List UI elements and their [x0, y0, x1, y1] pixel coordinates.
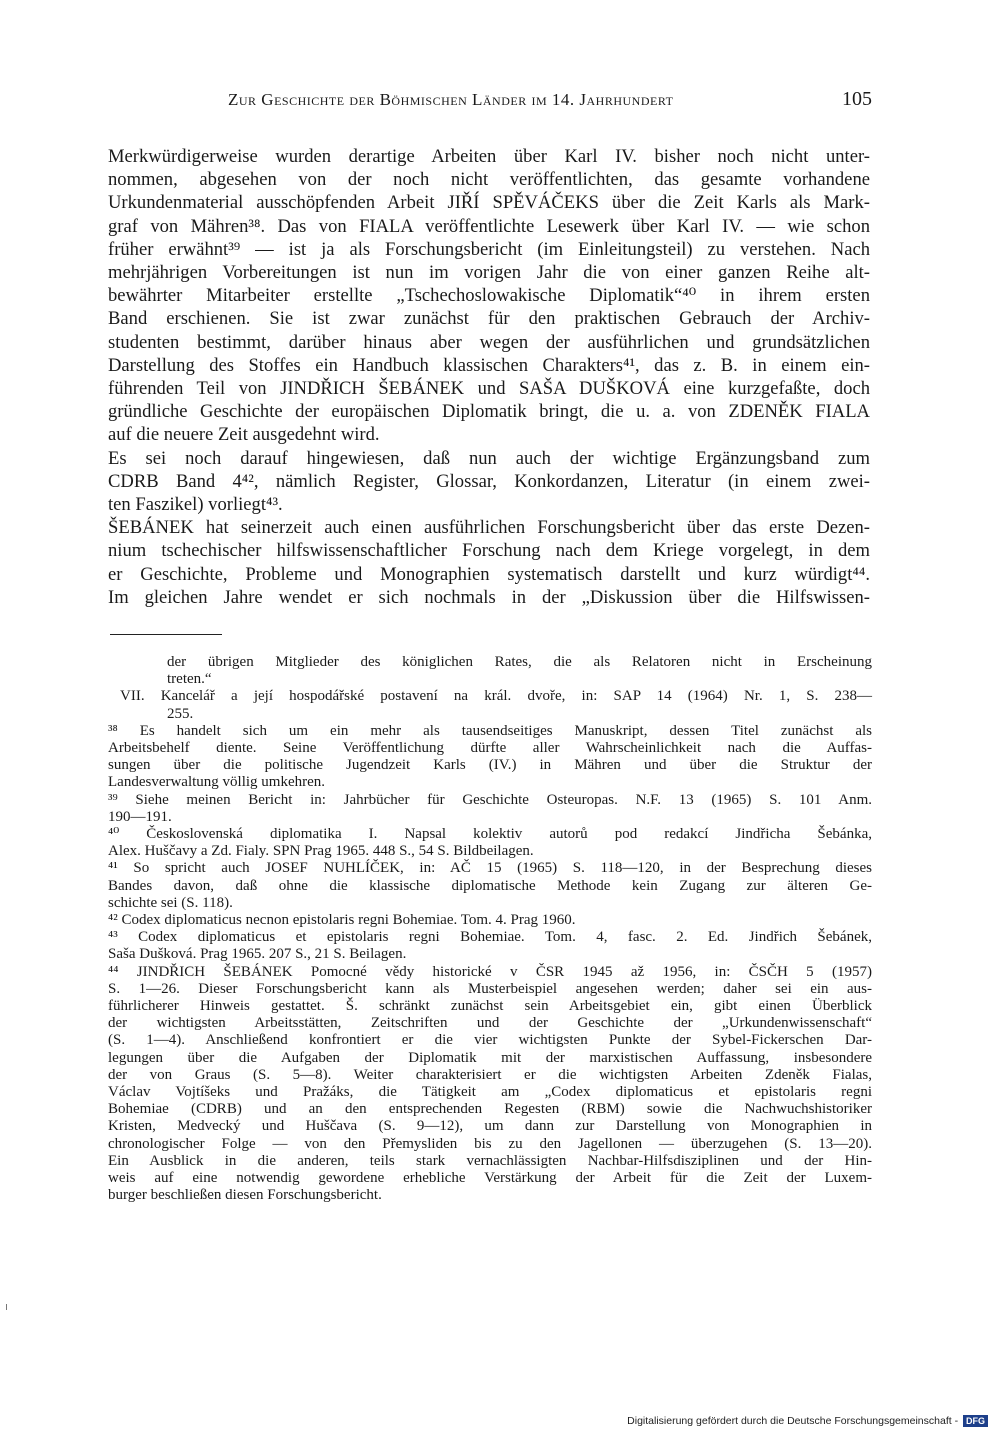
footnote-line: ⁴¹ So spricht auch JOSEF NUHLÍČEK, in: AČ 15 (1965) S. 118—120, in der Besprechung dieses: [108, 860, 872, 877]
footnote-line: ³⁸ Es handelt sich um ein mehr als tausendseitiges Manuskript, dessen Titel zunächst als: [108, 722, 872, 739]
footnote-line: Ein Ausblick in die anderen, teils stark vernachlässigten Nachbar-Hilfsdisziplinen und der Hin-: [108, 1152, 872, 1169]
text-line: ŠEBÁNEK hat seinerzeit auch einen ausführlichen Forschungsbericht über das erste Dezen-: [108, 517, 870, 539]
footnote-line: chronologischer Folge — von den Přemysliden bis zu den Jagellonen — überzugehen (S. 13—20).: [108, 1135, 872, 1152]
text-line: nium tschechischer hilfswissenschaftlicher Forschung nach dem Kriege vorgelegt, in dem: [108, 540, 870, 562]
footnote-line: S. 1—26. Dieser Forschungsbericht kann als Musterbeispiel angesehen werden; daher sei ein aus-: [108, 980, 872, 997]
digitization-footer: [627, 1415, 988, 1427]
text-line: führenden Teil von JINDŘICH ŠEBÁNEK und SAŠA DUŠKOVÁ eine kurzgefaßte, doch: [108, 378, 870, 400]
text-line: graf von Mähren³⁸. Das von FIALA veröffentlichte Lesewerk über Karl IV. — wie schon: [108, 215, 870, 237]
footnote-separator: [110, 634, 222, 635]
running-header: [108, 88, 872, 118]
text-line: Im gleichen Jahre wendet er sich nochmals in der „Diskussion über die Hilfswissen-: [108, 586, 870, 608]
footnote-line: schichte sei (S. 118).: [108, 894, 233, 911]
text-line: Band erschienen. Sie ist zwar zunächst für den praktischen Gebrauch der Archiv-: [108, 308, 870, 330]
text-line: gründliche Geschichte der europäischen Diplomatik bringt, die u. a. von ZDENĚK FIALA: [108, 401, 870, 423]
running-title: Zur Geschichte der Böhmischen Länder im 14. Jahrhundert: [228, 90, 674, 109]
footnote-line: sungen über die politische Jugendzeit Karls (IV.) in Mähren und über die Struktur der: [108, 757, 872, 774]
footnote-line: Arbeitsbehelf diente. Seine Veröffentlichung dürfte aller Wahrscheinlichkeit nach die Auffas-: [108, 740, 872, 757]
footnote-line: Václav Vojtíšeks und Pražáks, die Tätigkeit am „Codex diplomaticus et epistolaris regni: [108, 1084, 872, 1101]
footnote-line: legungen über die Aufgaben der Diplomatik mit der marxistischen Auffassung, insbesondere: [108, 1049, 872, 1066]
footnote-line: Kristen, Medvecký und Huščava (S. 9—12), um dann zur Darstellung von Monographien in: [108, 1118, 872, 1135]
footnote-line: Alex. Huščavy a Zd. Fialy. SPN Prag 1965. 448 S., 54 S. Bildbeilagen.: [108, 843, 534, 860]
page-number: 105: [842, 88, 872, 110]
footnote-line: ⁴³ Codex diplomaticus et epistolaris regni Bohemiae. Tom. 4, fasc. 2. Ed. Jindřich Šebánek,: [108, 929, 872, 946]
footnote-line: Saša Dušková. Prag 1965. 207 S., 21 S. Beilagen.: [108, 946, 407, 963]
footnote-line: ⁴⁴ JINDŘICH ŠEBÁNEK Pomocné vědy historické v ČSR 1945 až 1956, in: ČSČH 5 (1957): [108, 963, 872, 980]
footnote-line: der wichtigsten Arbeitsstätten, Zeitschriften und der Geschichte der „Urkundenwissenschaft“: [108, 1015, 872, 1032]
footnote-line: VII. Kancelář a její hospodářské postavení na král. dvoře, in: SAP 14 (1964) Nr. 1, S. 238—: [120, 688, 872, 705]
footnote-line: burger beschließen diesen Forschungsbericht.: [108, 1187, 382, 1204]
text-line: bewährter Mitarbeiter erstellte „Tschechoslowakische Diplomatik“⁴⁰ in ihrem ersten: [108, 285, 870, 307]
footer-text: Digitalisierung gefördert durch die Deutsche Forschungsgemeinschaft -: [627, 1415, 959, 1427]
footnote-line: (S. 1—4). Anschließend konfrontiert er die vier wichtigsten Punkte der Sybel-Fickerschen Dar-: [108, 1032, 872, 1049]
footnote-line: Bandes davon, daß ohne die klassische diplomatische Methode kein Zugang zur älteren Ge-: [108, 877, 872, 894]
text-line: auf die neuere Zeit ausgedehnt wird.: [108, 424, 380, 446]
dfg-logo-icon: DFG: [963, 1415, 988, 1427]
footnote-line: weis auf eine notwendig gewordene erhebliche Verstärkung der Arbeit für die Zeit der Luxem-: [108, 1170, 872, 1187]
text-line: ten Faszikel) vorliegt⁴³.: [108, 494, 283, 516]
footnote-line: der von Graus (S. 5—8). Weiter charakterisiert er die wichtigsten Arbeiten Zdeněk Fialas,: [108, 1066, 872, 1083]
footnote-line: Landesverwaltung völlig umkehren.: [108, 774, 326, 791]
text-line: früher erwähnt³⁹ — ist ja als Forschungsbericht (im Einleitungsteil) zu verstehen. Nach: [108, 238, 870, 260]
footnote-line: ⁴² Codex diplomaticus necnon epistolaris regni Bohemiae. Tom. 4. Prag 1960.: [108, 912, 576, 929]
main-text: [108, 145, 870, 609]
scan-speck: [6, 1304, 7, 1310]
text-line: CDRB Band 4⁴², nämlich Register, Glossar, Konkordanzen, Literatur (in einem zwei-: [108, 470, 870, 492]
footnote-line: ⁴⁰ Československá diplomatika I. Napsal kolektiv autorů pod redakcí Jindřicha Šebánka,: [108, 826, 872, 843]
text-line: er Geschichte, Probleme und Monographien systematisch darstellt und kurz würdigt⁴⁴.: [108, 563, 870, 585]
text-line: Es sei noch darauf hingewiesen, daß nun auch der wichtige Ergänzungsband zum: [108, 447, 870, 469]
footnote-line: ³⁹ Siehe meinen Bericht in: Jahrbücher für Geschichte Osteuropas. N.F. 13 (1965) S. 101 Anm.: [108, 791, 872, 808]
footnotes: [108, 654, 872, 1205]
footnote-line: 255.: [167, 705, 194, 722]
text-line: Urkundenmaterial ausschöpfenden Arbeit JIŘÍ SPĚVÁČEKS über die Zeit Karls als Mark-: [108, 192, 870, 214]
text-line: mehrjährigen Vorbereitungen ist nun im vorigen Jahr die von einer ganzen Reihe alt-: [108, 262, 870, 284]
text-line: Darstellung des Stoffes ein Handbuch klassischen Charakters⁴¹, das z. B. in einem ein-: [108, 354, 870, 376]
text-line: Merkwürdigerweise wurden derartige Arbeiten über Karl IV. bisher noch nicht unter-: [108, 146, 870, 167]
footnote-line: treten.“: [167, 671, 212, 688]
text-line: nommen, abgesehen von der noch nicht veröffentlichten, das gesamte vorhandene: [108, 169, 870, 191]
footnote-line: 190—191.: [108, 808, 172, 825]
footnote-line: der übrigen Mitglieder des königlichen Rates, die als Relatoren nicht in Erscheinung: [167, 654, 872, 670]
footnote-line: Bohemiae (CDRB) und an den entsprechenden Regesten (RBM) sowie die Nachwuchshistoriker: [108, 1101, 872, 1118]
text-line: studenten bestimmt, darüber hinaus aber wegen der ausführlichen und grundsätzlichen: [108, 331, 870, 353]
footnote-line: führlicherer Hinweis gestattet. Š. schränkt zunächst sein Arbeitsgebiet ein, gibt einen Überblick: [108, 998, 872, 1015]
